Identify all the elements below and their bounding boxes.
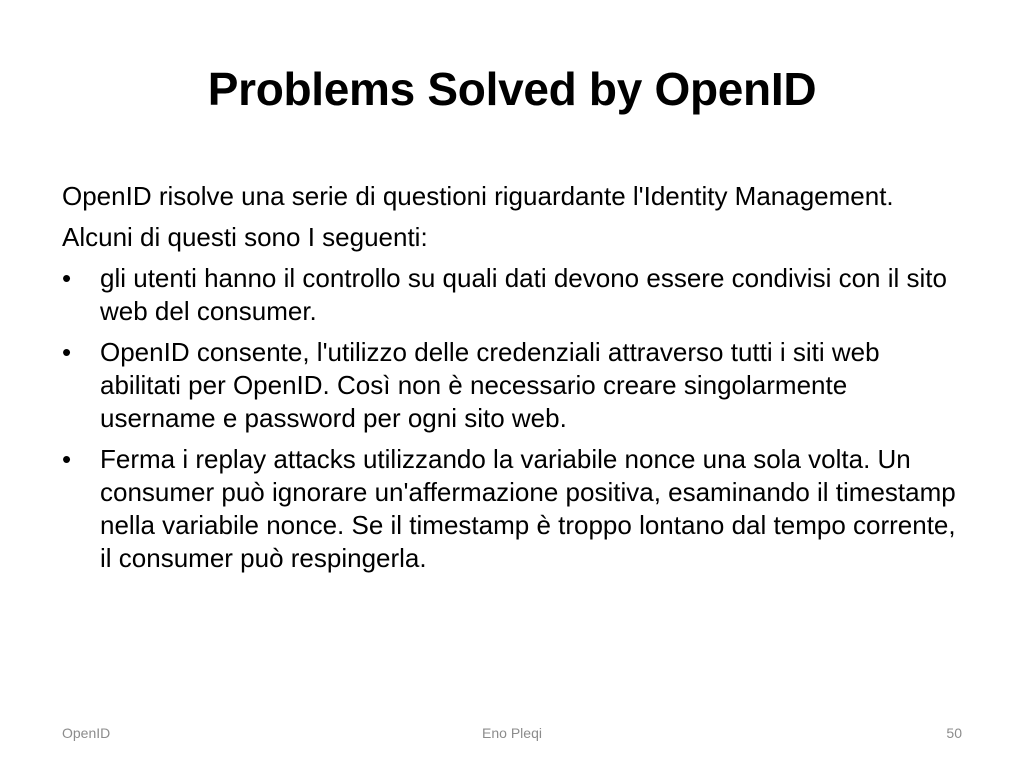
slide-title: Problems Solved by OpenID [207,63,817,115]
bullet-marker: • [62,337,72,367]
slide-content [62,180,962,583]
bullet-marker: • [62,263,72,293]
bullet-text: gli utenti hanno il controllo su quali dati devono essere condivisi con il sito web del consumer. [100,263,947,326]
bullet-marker: • [62,444,72,474]
bullet-text: OpenID consente, l'utilizzo delle credenziali attraverso tutti i siti web abilitati per OpenID. Così non è necessario creare singolarmente username e password per ogni sito web. [100,337,880,433]
list-intro-paragraph: Alcuni di questi sono I seguenti: [62,222,428,252]
bullet-item [62,262,962,328]
bullet-item [62,336,962,435]
footer-author: Eno Pleqi [482,725,542,741]
page-number: 50 [946,725,962,741]
footer-left-label: OpenID [62,725,111,741]
intro-paragraph: OpenID risolve una serie di questioni riguardante l'Identity Management. [62,181,894,211]
bullet-item [62,443,962,575]
bullet-text: Ferma i replay attacks utilizzando la variabile nonce una sola volta. Un consumer può ignorare un'affermazione positiva, esaminando il timestamp nella variabile nonce. Se il timestamp è troppo lontano dal tempo corrente, il consumer può respingerla. [100,444,956,573]
